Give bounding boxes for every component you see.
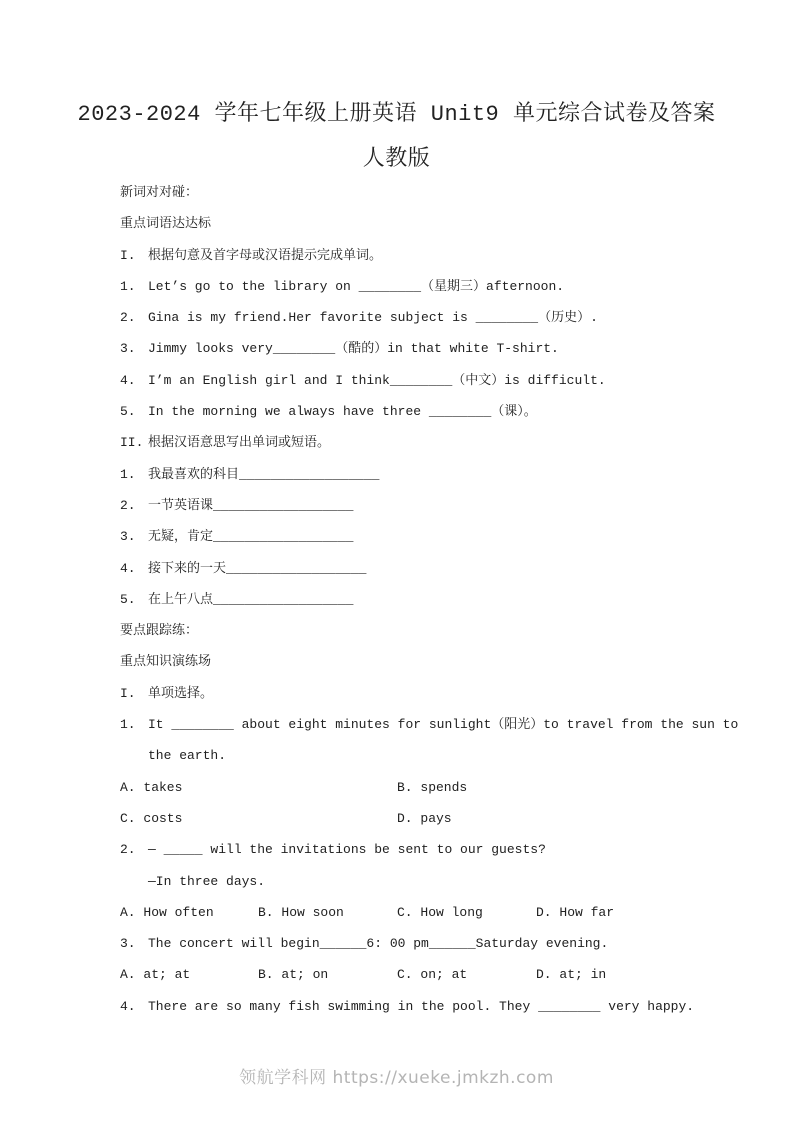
option: B. spends — [397, 779, 468, 795]
item-marker: 1. — [120, 278, 136, 294]
text-line — [120, 646, 760, 677]
continuation-line — [120, 866, 760, 897]
question-line — [120, 584, 760, 615]
question-line — [120, 271, 760, 302]
item-marker: II. — [120, 435, 144, 451]
line-text: 要点跟踪练： — [120, 623, 199, 639]
option: C. How long — [397, 904, 483, 920]
item-marker: 3. — [120, 936, 136, 952]
options-row — [120, 803, 760, 834]
item-marker: 4. — [120, 560, 136, 576]
question-line — [120, 521, 760, 552]
item-marker: 1. — [120, 466, 136, 482]
item-text: — _____ will the invitations be sent to our guests? — [148, 842, 546, 858]
option: A. How often — [120, 904, 214, 920]
item-text: It ________ about eight minutes for sunlight（阳光）to travel from the sun to — [148, 717, 739, 733]
item-text: Jimmy looks very________（酷的）in that white T-shirt. — [148, 341, 559, 357]
title-line-1: 2023-2024 学年七年级上册英语 Unit9 单元综合试卷及答案 — [77, 102, 716, 127]
option: D. pays — [397, 810, 452, 826]
document-title — [0, 92, 793, 182]
option: C. on; at — [397, 967, 468, 983]
item-text: 根据汉语意思写出单词或短语。 — [148, 435, 331, 451]
item-text: There are so many fish swimming in the pool. They ________ very happy. — [148, 998, 695, 1014]
item-marker: I. — [120, 247, 136, 263]
question-line — [120, 365, 760, 396]
item-text: 一节英语课__________________ — [148, 497, 354, 513]
option: B. How soon — [258, 904, 344, 920]
question-line — [120, 396, 760, 427]
continuation-line — [120, 740, 760, 771]
item-text: The concert will begin______6: 00 pm______Saturday evening. — [148, 936, 609, 952]
item-marker: I. — [120, 685, 136, 701]
question-line — [120, 459, 760, 490]
item-marker: 5. — [120, 404, 136, 420]
item-marker: 2. — [120, 842, 136, 858]
options-row — [120, 959, 760, 990]
question-line — [120, 490, 760, 521]
option: D. How far — [536, 904, 615, 920]
item-marker: 3. — [120, 341, 136, 357]
options-row — [120, 772, 760, 803]
item-text: I’m an English girl and I think________（中文）is difficult. — [148, 372, 606, 388]
item-text: In the morning we always have three ________（课）。 — [148, 404, 537, 420]
option: B. at; on — [258, 967, 329, 983]
document-body — [120, 177, 760, 1022]
question-line — [120, 333, 760, 364]
question-line — [120, 709, 760, 740]
item-text: 接下来的一天__________________ — [148, 560, 367, 576]
text-line — [120, 177, 760, 208]
question-line — [120, 928, 760, 959]
item-marker: 4. — [120, 998, 136, 1014]
item-marker: 4. — [120, 372, 136, 388]
option: D. at; in — [536, 967, 607, 983]
item-text: 根据句意及首字母或汉语提示完成单词。 — [148, 247, 383, 263]
text-line — [120, 615, 760, 646]
item-marker: 5. — [120, 591, 136, 607]
item-marker: 3. — [120, 529, 136, 545]
option: A. at; at — [120, 967, 191, 983]
item-text: 我最喜欢的科目__________________ — [148, 466, 380, 482]
item-text: Let’s go to the library on ________（星期三）afternoon. — [148, 278, 565, 294]
option: C. costs — [120, 810, 183, 826]
option: A. takes — [120, 779, 183, 795]
item-text: 在上午八点__________________ — [148, 591, 354, 607]
line-text: 新词对对碰： — [120, 185, 199, 200]
footer-watermark — [0, 1063, 793, 1088]
watermark-text: 领航学科网 https://xueke.jmkzh.com — [239, 1068, 554, 1088]
line-text: 重点知识演练场 — [120, 654, 212, 670]
question-line — [120, 553, 760, 584]
item-text: 单项选择。 — [148, 685, 214, 701]
item-marker: 2. — [120, 497, 136, 513]
item-marker: 2. — [120, 310, 136, 326]
options-row — [120, 897, 760, 928]
text-line — [120, 208, 760, 239]
question-line — [120, 991, 760, 1022]
question-line — [120, 427, 760, 458]
question-line — [120, 834, 760, 865]
line-text: the earth. — [148, 748, 227, 764]
question-line — [120, 240, 760, 271]
question-line — [120, 302, 760, 333]
item-text: 无疑，肯定__________________ — [148, 529, 354, 545]
item-text: Gina is my friend.Her favorite subject is ________（历史）. — [148, 310, 598, 326]
line-text: —In three days. — [148, 873, 266, 889]
question-line — [120, 678, 760, 709]
line-text: 重点词语达达标 — [120, 216, 212, 232]
title-line-2: 人教版 — [362, 147, 431, 172]
item-marker: 1. — [120, 717, 136, 733]
